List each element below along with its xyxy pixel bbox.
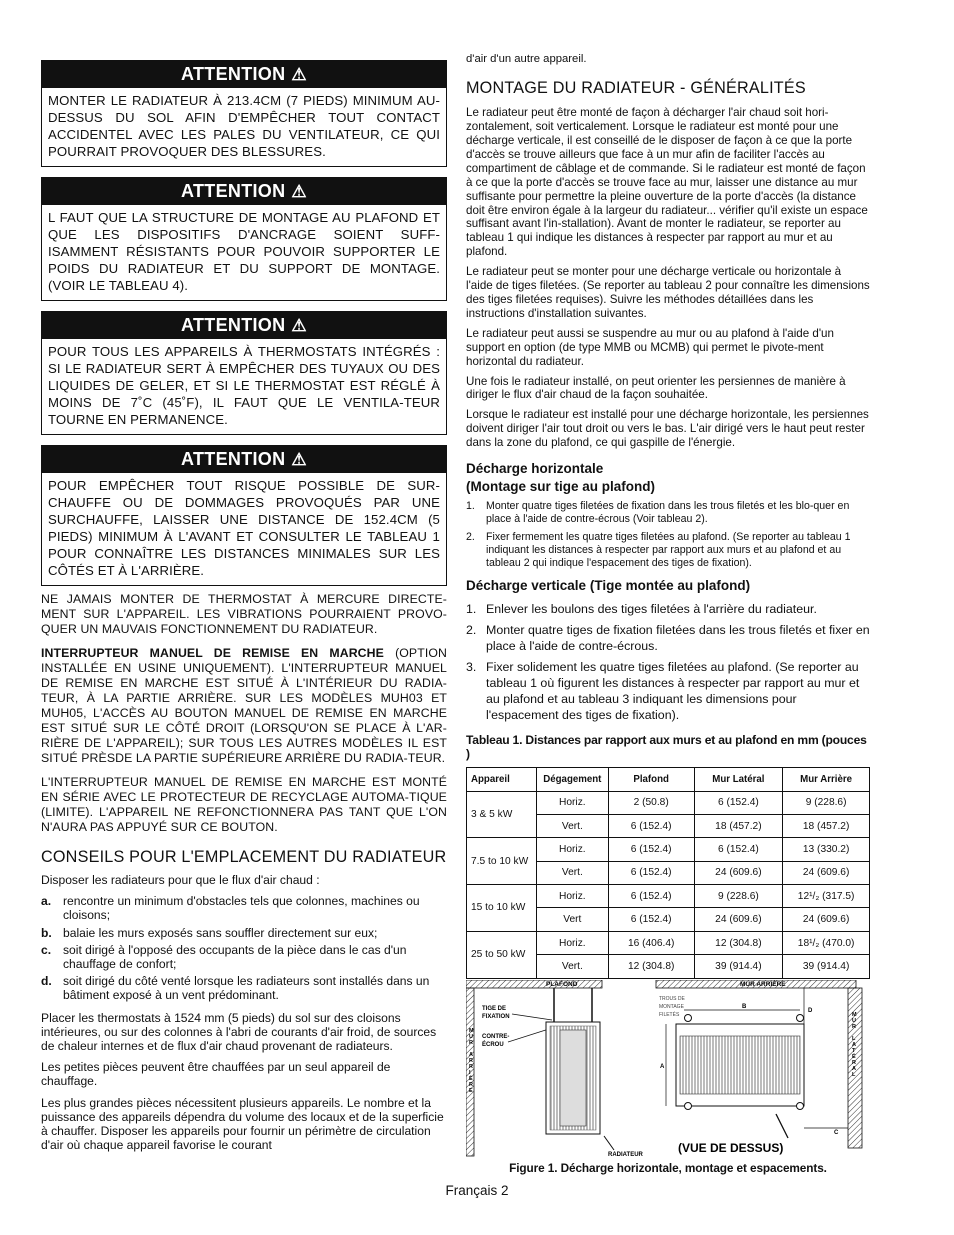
table-cell: 18¹/₂ (470.0)	[783, 931, 870, 954]
rod-label-2: FIXATION	[482, 1014, 510, 1020]
figure-caption: Figure 1. Décharge horizontale, montage et espacements.	[509, 1161, 827, 1175]
table-cell: 6 (152.4)	[608, 908, 694, 931]
table-cell: 9 (228.6)	[694, 885, 783, 908]
step-item	[466, 659, 870, 723]
warning-header	[42, 61, 446, 88]
mounting-diagram	[466, 980, 870, 1160]
svg-text:A: A	[469, 1052, 473, 1058]
large-rooms-text: Les plus grandes pièces nécessitent plusieurs appareils. Le nombre et la puissance des appareils dépendra du volume des locaux et de la superficie à chauffer. Disposer les appareils pour fournir un périmètre de circulation d'air où chaque appareil favorise le courant	[41, 1095, 444, 1153]
small-rooms-text: Les petites pièces peuvent être chauffées par un seul appareil de chauffage.	[41, 1060, 391, 1089]
warning-box	[41, 60, 447, 167]
list-item	[41, 974, 447, 1002]
mounting-hole	[685, 1103, 692, 1110]
svg-text:R: R	[852, 1024, 856, 1030]
list-marker: c.	[41, 942, 52, 957]
table-cell: 24 (609.6)	[694, 908, 783, 931]
warning-title: ATTENTION	[181, 315, 286, 335]
list-text: soit dirigé du côté venté lorsque les radiateurs sont installés dans un bâtiment exposé à un vent prédominant.	[63, 974, 430, 1003]
step-number: 3.	[466, 659, 477, 674]
table-cell: 39 (914.4)	[694, 955, 783, 978]
warning-triangle-icon: ⚠	[291, 316, 307, 335]
section-title-mounting: MONTAGE DU RADIATEUR - GÉNÉRALITÉS	[466, 79, 806, 98]
svg-text:T: T	[852, 1048, 856, 1054]
ceiling-hatch	[466, 980, 602, 988]
left-column	[41, 60, 447, 1159]
table-cell: Horiz.	[536, 885, 608, 908]
warning-title: ATTENTION	[181, 449, 286, 469]
table-row	[467, 838, 870, 861]
warning-text: L FAUT QUE LA STRUCTURE DE MONTAGE AU PLAFOND ET QUE LES DISPOSITIFS D'ANCRAGE SOIENT SUFF-ISAMMENT RÉSISTANTS POUR POUVOIR SUPPORTER LE POIDS DU RADIATEUR ET DU SUPPORT DE MONTAGE. (VOIR LE TABLEAU 4).	[48, 210, 440, 293]
step-item	[466, 622, 870, 654]
top-view-label: (VUE DE DESSUS)	[678, 1141, 784, 1155]
table-header-row	[467, 767, 870, 791]
table-cell: Vert.	[536, 955, 608, 978]
mounting-paragraph: Le radiateur peut être monté de façon à décharger l'air chaud soit hori-zontalement, soit verticalement. Lorsque le radiateur est monté pour une décharge verticale, il est conseillé de le disposer de façon à ce que la porte d'accès se trouve ailleurs que face à un mur afin de faciliter l'accès au compartiment de câblage et de commande. Si le radiateur est monté de façon à ce que la porte d'accès se trouve face au mur, laisser une distance au mur suffisante pour permettre la pleine ouverture de la porte d'accès (la distance doit être environ égale à la largeur du radiateur... vérifier qu'il existe un espace suffisant avant l'in-stallation). Avant de monter le radiateur, se reporter au tableau 1 qui indique les distances à respecter par rapport au mur et au plafond.	[466, 106, 868, 259]
mounting-hole	[797, 1015, 804, 1022]
step-text: Monter quatre tiges de fixation filetées dans les trous filetés et fixer en place à l'aide de contre-écrous.	[486, 622, 870, 653]
step-item	[466, 500, 870, 527]
list-text: rencontre un minimum d'obstacles tels que colonnes, machines ou cloisons;	[63, 894, 420, 923]
dimension-b: B	[742, 1004, 747, 1010]
vertical-steps	[466, 601, 870, 723]
leader-line	[604, 1136, 614, 1150]
column-header: Appareil	[467, 767, 537, 791]
warning-triangle-icon: ⚠	[291, 450, 307, 469]
step-number: 2.	[466, 530, 475, 543]
svg-text:I: I	[469, 1070, 471, 1076]
mounting-paragraph: Une fois le radiateur installé, on peut orienter les persiennes de manière à diriger le flux d'air chaud de la façon souhaitée.	[466, 374, 846, 402]
list-item	[41, 943, 447, 971]
table-cell: Horiz.	[536, 791, 608, 814]
step-text: Monter quatre tiges filetées de fixation dans les trous filetés et les blo-quer en place à l'aide de contre-écrous (Voir tableau 2).	[486, 500, 850, 526]
table-cell: 6 (152.4)	[608, 814, 694, 837]
list-marker: b.	[41, 925, 52, 940]
warning-header	[42, 178, 446, 205]
table-cell: 18 (457.2)	[783, 814, 870, 837]
list-marker: a.	[41, 894, 52, 909]
mounting-figure	[466, 980, 870, 1160]
manual-reset-label: INTERRUPTEUR MANUEL DE REMISE EN MARCHE	[41, 646, 384, 660]
table-cell: Vert.	[536, 814, 608, 837]
horizontal-steps	[466, 500, 870, 570]
warning-triangle-icon: ⚠	[291, 65, 307, 84]
step-number: 1.	[466, 500, 475, 513]
leader-line	[512, 1014, 552, 1020]
table-cell: 6 (152.4)	[608, 861, 694, 884]
table-cell: 6 (152.4)	[608, 885, 694, 908]
table-cell-appliance: 25 to 50 kW	[467, 931, 537, 978]
table-cell: 39 (914.4)	[783, 955, 870, 978]
mounting-holes-label-3: FILETÉS	[659, 1012, 680, 1018]
subsection-title-vertical: Décharge verticale (Tige montée au plafond)	[466, 577, 751, 593]
warning-title: ATTENTION	[181, 181, 286, 201]
table-cell: 24 (609.6)	[783, 908, 870, 931]
dimension-d: D	[808, 1008, 813, 1014]
section-title-placement: CONSEILS POUR L'EMPLACEMENT DU RADIATEUR	[41, 848, 447, 866]
step-number: 2.	[466, 622, 477, 637]
table-cell: 12 (304.8)	[694, 931, 783, 954]
column-header: Mur Arrière	[783, 767, 870, 791]
list-text: soit dirigé à l'opposé des occupants de la pièce dans le cas d'un chauffage de confort;	[63, 942, 407, 972]
thermostat-placement-text: Placer les thermostats à 1524 mm (5 pieds) du sol sur des cloisons intérieures, ou sur des colonnes à l'abri de courants d'air froid, de sources de chaleur internes et de flux d'air chaud provenant de radiateurs.	[41, 1010, 437, 1054]
table-cell: Horiz.	[536, 931, 608, 954]
table-cell: 24 (609.6)	[783, 861, 870, 884]
continued-text: d'air d'un autre appareil.	[466, 53, 587, 65]
svg-text:E: E	[469, 1088, 473, 1094]
step-text: Fixer fermement les quatre tiges filetées au plafond. (Se reporter au tableau 1 indiquant les distances à respecter par rapport aux murs et au plafond et au tableau 2 qui indique l'espacement des tiges de fixation).	[486, 530, 851, 570]
svg-text:L: L	[852, 1072, 856, 1078]
column-header: Plafond	[608, 767, 694, 791]
svg-text:A: A	[852, 1066, 856, 1072]
table-caption: Tableau 1. Distances par rapport aux murs et au plafond en mm (pouces )	[466, 732, 867, 761]
step-item	[466, 531, 870, 571]
svg-text:È: È	[469, 1076, 473, 1082]
mercury-thermostat-note: NE JAMAIS MONTER DE THERMOSTAT À MERCURE DIRECTE-MENT SUR L'APPAREIL. LES VIBRATIONS POURRAIENT PROVO-QUER UN MAUVAIS FONCTIONNEMENT DU RADIATEUR.	[41, 592, 447, 636]
heater-top-louvers	[680, 1036, 800, 1094]
mounting-holes-label-2: MONTAGE	[659, 1004, 684, 1010]
svg-text:É: É	[852, 1054, 856, 1060]
warning-header	[42, 446, 446, 473]
warning-box	[41, 445, 447, 586]
svg-text:R: R	[852, 1060, 856, 1066]
table-cell: 16 (406.4)	[608, 931, 694, 954]
right-column	[466, 52, 870, 979]
mounting-paragraph: Le radiateur peut aussi se suspendre au mur ou au plafond à l'aide d'un support en option (de type MMB ou MCMB) qui permet le pivote-ment horizontal du radiateur.	[466, 326, 834, 368]
heater-label: RADIATEUR	[608, 1152, 643, 1158]
table-row	[467, 885, 870, 908]
table-cell-appliance: 3 & 5 kW	[467, 791, 537, 838]
svg-text:R: R	[469, 1058, 473, 1064]
dimension-c: C	[834, 1130, 839, 1136]
svg-text:M: M	[469, 1028, 474, 1034]
warning-box	[41, 311, 447, 435]
rear-wall-top-label: MUR ARRIÈRE	[740, 981, 786, 988]
table-cell: 12 (304.8)	[608, 955, 694, 978]
svg-text:U: U	[469, 1034, 473, 1040]
locknut-label: CONTRE-	[482, 1034, 510, 1040]
warning-header	[42, 312, 446, 339]
rod-label: TIGE DE	[482, 1006, 507, 1012]
table-cell-appliance: 7.5 to 10 kW	[467, 838, 537, 885]
table-cell: 13 (330.2)	[783, 838, 870, 861]
column-header: Mur Latéral	[694, 767, 783, 791]
table-row	[467, 791, 870, 814]
svg-text:R: R	[469, 1082, 473, 1088]
list-item	[41, 894, 447, 922]
heater-core	[560, 1030, 586, 1126]
warning-box	[41, 177, 447, 301]
table-cell: Vert.	[536, 861, 608, 884]
warning-text: POUR TOUS LES APPAREILS À THERMOSTATS INTÉGRÉS : SI LE RADIATEUR SERT À EMPÊCHER DES TUYAUX OU DES LIQUIDES DE GELER, ET SI LE THERMOSTAT EST RÉGLÉ À MOINS DE 7˚C (45˚F), IL FAUT QUE LE VENTILA-TEUR TOURNE EN PERMANENCE.	[48, 344, 440, 427]
warning-text: MONTER LE RADIATEUR À 213.4CM (7 PIEDS) MINIMUM AU-DESSUS DU SOL AFIN D'EMPÊCHER TOUT CONTACT ACCIDENTEL AVEC LES PALES DU VENTILATEUR, CE QUI POURRAIT PROVOQUER DES BLESSURES.	[48, 93, 440, 159]
page-footer: Français 2	[445, 1183, 509, 1198]
subsection-line: Décharge horizontale	[466, 461, 604, 477]
svg-text:M: M	[852, 1012, 857, 1018]
locknut-label-2: ÉCROU	[482, 1042, 504, 1048]
table-cell: Horiz.	[536, 838, 608, 861]
table-cell-appliance: 15 to 10 kW	[467, 885, 537, 932]
mounting-paragraph: Lorsque le radiateur est installé pour une décharge horizontale, les persiennes doivent diriger l'air tout droit ou vers le bas. L'air dirigé vers le haut peut rester dans la zone du plafond, ce qui gaspille de l'énergie.	[466, 408, 869, 450]
series-protector-note: L'INTERRUPTEUR MANUEL DE REMISE EN MARCHE EST MONTÉ EN SÉRIE AVEC LE PROTECTEUR DE RECYCLAGE AUTOMA-TIQUE (LIMITE). L'APPAREIL NE REFONCTIONNERA PAS TANT QUE L'ON N'AURA PAS APPUYÉ SUR CE BOUTON.	[41, 775, 447, 834]
leader-line	[508, 1028, 552, 1042]
svg-text:L: L	[852, 1036, 856, 1042]
table-cell: Vert	[536, 908, 608, 931]
mounting-hole	[797, 1103, 804, 1110]
subsection-line: (Montage sur tige au plafond)	[466, 479, 655, 495]
placement-intro: Disposer les radiateurs pour que le flux d'air chaud :	[41, 873, 320, 887]
warning-title: ATTENTION	[181, 64, 286, 84]
column-header: Dégagement	[536, 767, 608, 791]
step-item	[466, 601, 870, 617]
table-cell: 6 (152.4)	[608, 838, 694, 861]
dimension-a: A	[660, 1064, 665, 1070]
svg-text:A: A	[852, 1042, 856, 1048]
ceiling-label: PLAFOND	[546, 981, 578, 988]
table-cell: 6 (152.4)	[694, 791, 783, 814]
placement-list	[41, 894, 447, 1002]
list-text: balaie les murs exposés sans souffler directement sur eux;	[63, 925, 378, 940]
table-cell: 2 (50.8)	[608, 791, 694, 814]
table-cell: 6 (152.4)	[694, 838, 783, 861]
mounting-holes-label: TROUS DE	[659, 996, 685, 1002]
table-cell: 24 (609.6)	[694, 861, 783, 884]
svg-text:R: R	[469, 1064, 473, 1070]
step-text: Fixer solidement les quatre tiges filetées au plafond. (Se reporter au tableau 1 où figurent les distances à respecter par rapport au mur et au plafond et au tableau 3 indiquant les dimensions pour l'espacement des tiges de fixation).	[486, 659, 860, 722]
table-cell: 18 (457.2)	[694, 814, 783, 837]
table-row	[467, 931, 870, 954]
warning-text: POUR EMPÊCHER TOUT RISQUE POSSIBLE DE SUR-CHAUFFE OU DE DOMMAGES PROVOQUÉS PAR UNE SURCHAUFFE, LAISSER UNE DISTANCE DE 152.4CM (5 PIEDS) MINIMUM À L'AVANT ET CONSULTER LE TABLEAU 1 POUR CONNAÎTRE LES DISTANCES MINIMALES SUR LES CÔTÉS ET À L'ARRIÈRE.	[48, 478, 440, 578]
manual-reset-text: (OPTION INSTALLÉE EN USINE UNIQUEMENT). L'INTERRUPTEUR MANUEL DE REMISE EN MARCHE EST SITUÉ À L'INTÉRIEUR DU RADIA-TEUR, À LA PARTIE ARRIÈRE. SUR LES MODÈLES MUH03 ET MUH05, L'ACCÈS AU BOUTON MANUEL DE REMISE EN MARCHE EST SITUÉ SUR LE CÔTÉ DROIT (LORSQU'ON SE PLACE À L'AR-RIÈRE DE L'APPAREIL); SUR TOUS LES AUTRES MODÈLES IL EST SITUÉ PRÈSDE LA PARTIE SUPÉRIEURE ARRIÈRE DU RADIA-TEUR.	[41, 646, 448, 765]
step-text: Enlever les boulons des tiges filetées à l'arrière du radiateur.	[486, 601, 817, 616]
list-marker: d.	[41, 974, 52, 989]
svg-text:U: U	[852, 1018, 856, 1024]
clearance-table	[466, 767, 870, 979]
airflow-arrow	[776, 1114, 788, 1138]
mounting-hole	[685, 1015, 692, 1022]
list-item	[41, 926, 447, 940]
warning-triangle-icon: ⚠	[291, 182, 307, 201]
mounting-paragraph: Le radiateur peut se monter pour une décharge verticale ou horizontale à l'aide de tiges filetées. (Se reporter au tableau 2 pour connaître les dimensions des tiges filetées requises). Suivre les méthodes détaillées dans les instructions d'installation suivantes.	[466, 265, 870, 320]
subsection-title-horizontal	[466, 460, 870, 496]
table-cell: 12¹/₂ (317.5)	[783, 885, 870, 908]
step-number: 1.	[466, 601, 477, 616]
manual-reset-note	[41, 646, 447, 766]
svg-text:R: R	[469, 1040, 473, 1046]
table-cell: 9 (228.6)	[783, 791, 870, 814]
